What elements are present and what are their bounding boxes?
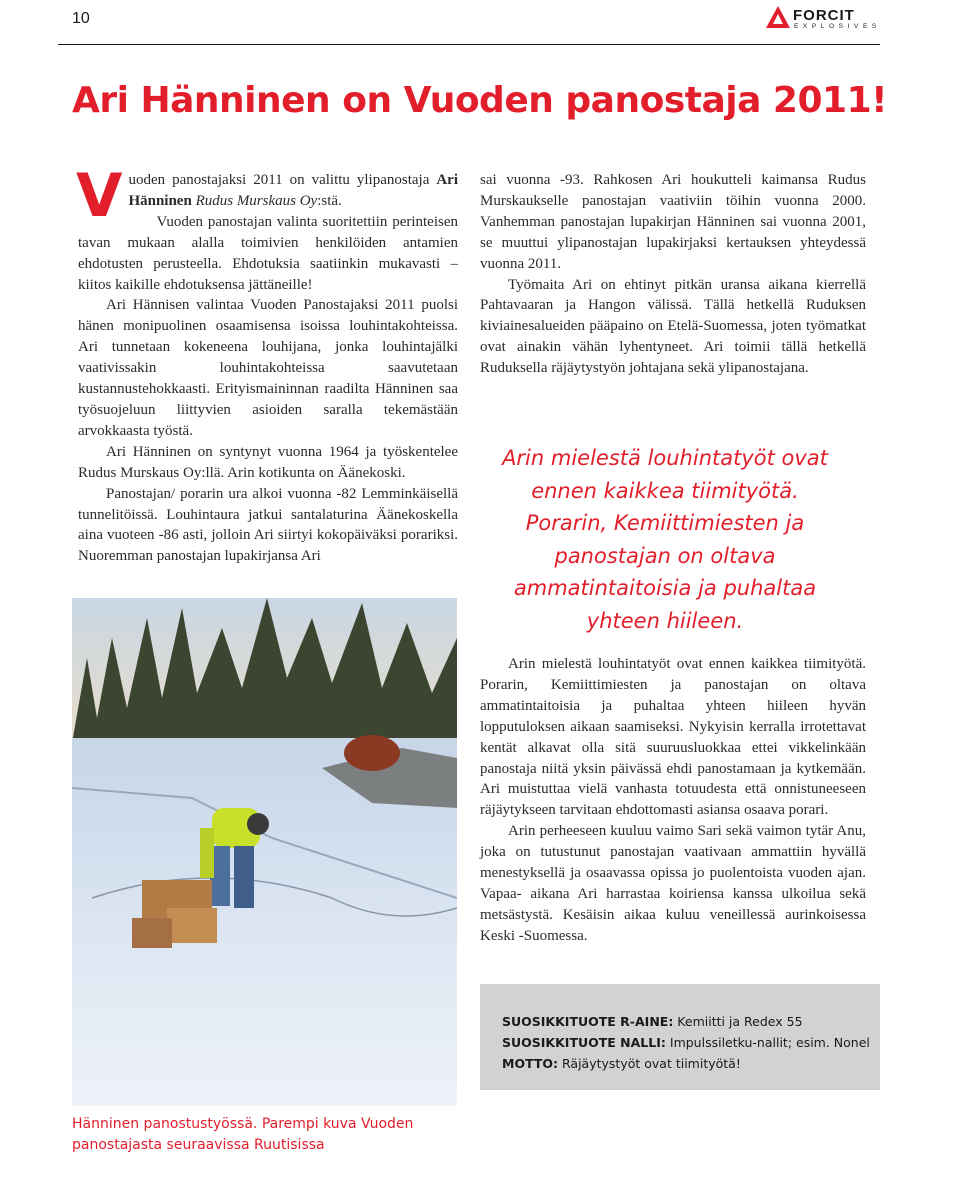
lead-name: Ari Hänninen <box>128 172 458 209</box>
body-paragraph: Arin perheeseen kuuluu vaimo Sari sekä vaimon tytär Anu, joka on tutustunut panostajan vaativaan ammattiin hyvällä menestyksellä ja osaavassa opissa jo puolentoista vuoden ajan. Vapaa- aikana Ari harrastaa koiriensa kanssa ulkoilua sekä metsästystä. Kesäisin aikaa kuluu veneillessä aurinkoisessa Keski -Suomessa. <box>480 823 866 944</box>
lead-company: Rudus Murskaus Oy <box>191 192 318 209</box>
bottom-right-column <box>480 654 866 947</box>
continuation-paragraph: sai vuonna -93. Rahkosen Ari houkutteli kaimansa Rudus Murskaukselle panostajan vaativiin töihin vuonna 2000. Vanhemman panostajan lupakirjan Hänninen sai vuonna 2001, se muuttui ylipanostajan lupakirjaksi kertauksen yhteydessä vuonna 2011. <box>480 172 866 272</box>
drop-cap: V <box>76 161 123 231</box>
info-value: Impulssiletku-nallit; esim. Nonel <box>665 1035 870 1050</box>
body-paragraph: Panostajan/ porarin ura alkoi vuonna -82 Lemminkäisellä tunnelitöissä. Louhintaura jatkui santalaturina Äänekoskella aina vuoteen -86 asti, jolloin Ari siirtyi kokopäiväksi porariksi. Nuoremman panostajan lupakirjansa Ari <box>78 485 458 565</box>
info-label: MOTTO: <box>502 1056 559 1071</box>
lead-text: uoden panostajaksi 2011 on valittu ylipanostaja <box>128 172 437 188</box>
info-box <box>480 984 880 1090</box>
header-rule <box>58 44 880 45</box>
right-column <box>480 170 866 379</box>
logo-tagline: EXPLOSIVES <box>794 23 881 30</box>
pull-quote: Arin mielestä louhintatyöt ovat ennen kaikkea tiimityötä. Porarin, Kemiittimiesten ja panostajan on oltava ammatintaitoisia ja puhaltaa yhteen hiileen. <box>502 446 828 633</box>
body-paragraph: Ari Hännisen valintaa Vuoden Panostajaksi 2011 puolsi hänen monipuolinen osaamisensa isoissa louhintakohteissa. Ari tunnetaan kokeneena louhijana, jonka louhintajälki vaativissakin louhintakohteissa saavutetaan kustannustehokkaasti. Erityismaininnan raadilta Hänninen saa työsuojeluun liittyvien asioiden saralla tekemästään arvokkaasta työstä. <box>78 297 458 439</box>
body-paragraph: Arin mielestä louhintatyöt ovat ennen kaikkea tiimityötä. Porarin, Kemiittimiesten ja panostajan on oltava ammatintaitoisia ja puhaltaa yhteen hiileen hyvän lopputuloksen aikaan saamiseksi. Nykyisin kerralla irrotettavat kentät alkavat olla sitä suuruusluokkaa ettei vikkelinkään panostaja niitä yksin päivässä ehdi panostamaan ja kytkemään. Ari muistuttaa vielä vanhasta totuudesta että onnistuneeseen räjäytykseen tarvitaan ehdottomasti asiansa osaava porari. <box>480 656 866 819</box>
info-value: Räjäytystyöt ovat tiimityötä! <box>558 1056 741 1071</box>
worker-photo <box>72 598 457 1106</box>
info-label: SUOSIKKITUOTE R-AINE: <box>502 1014 674 1029</box>
photo-caption: Hänninen panostustyössä. Parempi kuva Vuoden panostajasta seuraavissa Ruutisissa <box>72 1116 414 1153</box>
logo-wordmark: FORCIT <box>793 7 855 24</box>
logo-triangle-icon <box>766 6 790 28</box>
info-row-detonator <box>502 1035 870 1050</box>
info-label: SUOSIKKITUOTE NALLI: <box>502 1035 666 1050</box>
left-column <box>76 161 458 567</box>
forcit-logo <box>766 6 881 32</box>
article-headline: Ari Hänninen on Vuoden panostaja 2011! <box>72 80 888 121</box>
body-paragraph: Työmaita Ari on ehtinyt pitkän uransa aikana kierrellä Pahtavaaran ja Hangon välissä. Tällä hetkellä Ruduksen kiviainesalueiden pääpaino on Etelä-Suomessa, joten työmatkat ovat ainakin vähän lyhentyneet. Ari toimii tällä hetkellä Ruduksella räjäytystyön johtajana sekä ylipanostajana. <box>480 276 866 377</box>
page-number: 10 <box>72 10 90 27</box>
info-row-motto <box>502 1056 741 1071</box>
lead-suffix: :stä. <box>317 192 342 209</box>
lead-paragraph <box>76 161 458 231</box>
body-paragraph: Ari Hänninen on syntynyt vuonna 1964 ja työskentelee Rudus Murskaus Oy:llä. Arin kotikunta on Äänekoski. <box>78 443 458 481</box>
info-row-explosive <box>502 1014 803 1029</box>
body-paragraph: Vuoden panostajan valinta suoritettiin perinteisen tavan mukaan alalla toimivien henkilöiden antamien ehdotusten perusteella. Ehdotuksia saatiinkin mukavasti – kiitos kaikille ehdotuksensa jättäneille! <box>78 213 458 293</box>
info-value: Kemiitti ja Redex 55 <box>673 1014 803 1029</box>
